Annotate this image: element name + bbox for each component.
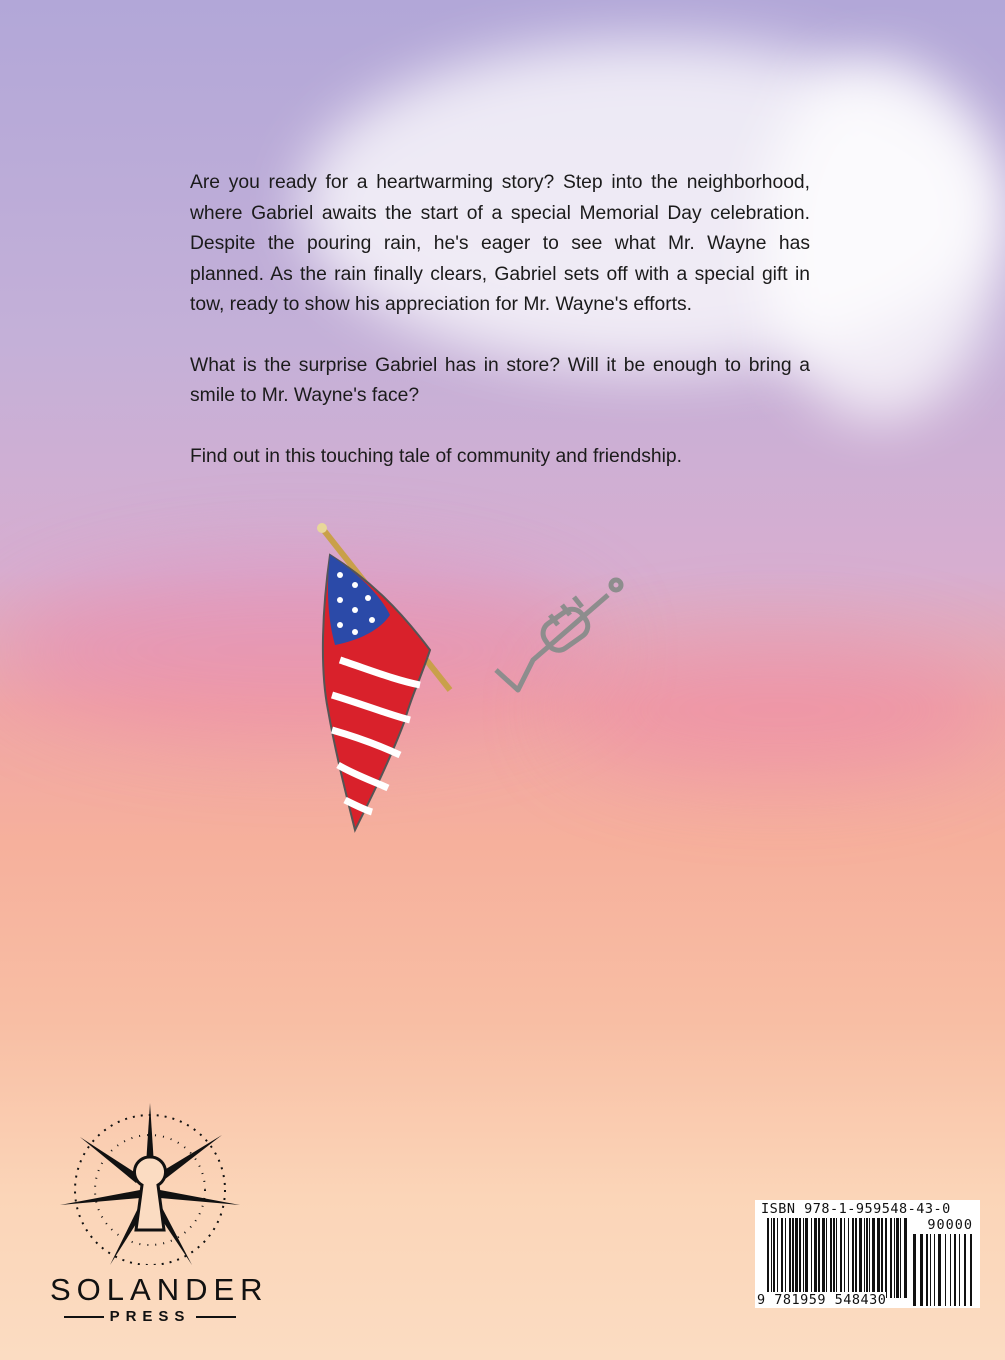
- back-cover-blurb: [190, 168, 810, 502]
- barcode-bar: [866, 1218, 868, 1298]
- barcode-bar: [805, 1218, 808, 1298]
- barcode-bar: [920, 1234, 923, 1306]
- trumpet-illustration: [488, 575, 628, 695]
- barcode-bar: [767, 1218, 769, 1298]
- barcode-bar: [799, 1218, 801, 1298]
- barcode-bar: [771, 1218, 772, 1298]
- barcode-bar: [872, 1218, 875, 1298]
- barcode-bar: [945, 1234, 946, 1306]
- barcode-bar: [896, 1218, 899, 1298]
- barcode-bar: [836, 1218, 837, 1298]
- barcode-bar: [848, 1218, 849, 1298]
- barcode-bar: [885, 1218, 887, 1298]
- blurb-paragraph-3: Find out in this touching tale of community and friendship.: [190, 445, 682, 467]
- barcode-bar: [814, 1218, 817, 1298]
- barcode-bar: [852, 1218, 854, 1298]
- barcode-bar: [881, 1218, 883, 1298]
- barcode-bar: [859, 1218, 862, 1298]
- barcode-bar: [959, 1234, 960, 1306]
- barcode-bar: [803, 1218, 804, 1298]
- barcode-bar: [822, 1218, 825, 1298]
- barcode-bar: [781, 1218, 783, 1298]
- price-code: 90000: [927, 1217, 973, 1233]
- barcode-bar: [826, 1218, 827, 1298]
- barcode-bar: [964, 1234, 966, 1306]
- isbn-barcode: [755, 1200, 980, 1308]
- barcode-bar: [855, 1218, 857, 1298]
- keyhole-compass-icon: [50, 1095, 250, 1265]
- blurb-paragraph-2: What is the surprise Gabriel has in store? Will it be enough to bring a smile to Mr. Wayne's face?: [190, 354, 810, 406]
- barcode-bar: [792, 1218, 794, 1298]
- barcode-bar: [830, 1218, 832, 1298]
- barcode-bar: [894, 1218, 895, 1298]
- publisher-logo: [50, 1095, 269, 1325]
- barcode-bar: [930, 1234, 931, 1306]
- barcode-bar: [970, 1234, 972, 1306]
- barcode-bar: [789, 1218, 791, 1298]
- barcode-bar: [950, 1234, 951, 1306]
- barcode-bar: [811, 1218, 812, 1298]
- barcode-bar: [777, 1218, 778, 1298]
- barcode-bar: [795, 1218, 798, 1298]
- barcode-bar: [926, 1234, 928, 1306]
- barcode-bar: [904, 1218, 907, 1298]
- barcode-bar: [934, 1234, 935, 1306]
- barcode-bar: [818, 1218, 820, 1298]
- barcode-bar: [877, 1218, 880, 1298]
- barcode-bar: [773, 1218, 775, 1298]
- blurb-paragraph-1: Are you ready for a heartwarming story? Step into the neighborhood, where Gabriel awaits the start of a special Memorial Day celebration. Despite the pouring rain, he's eager to see what Mr. Wayne has planned. As the rain finally clears, Gabriel sets off with a special gift in tow, ready to show his appreciation for Mr. Wayne's efforts.: [190, 172, 810, 315]
- barcode-bar: [869, 1218, 870, 1298]
- barcode-number: 9 781959 548430: [757, 1292, 887, 1308]
- publisher-name: SOLANDER: [50, 1272, 269, 1307]
- barcode-bar: [890, 1218, 892, 1298]
- barcode-bar: [840, 1218, 842, 1298]
- barcode-bar: [900, 1218, 901, 1298]
- barcode-bar: [954, 1234, 956, 1306]
- barcode-bar: [833, 1218, 835, 1298]
- barcode-bar: [913, 1234, 916, 1306]
- american-flag-illustration: [310, 520, 470, 840]
- isbn-text: ISBN 978-1-959548-43-0: [761, 1201, 951, 1217]
- barcode-bar: [785, 1218, 786, 1298]
- publisher-sub: PRESS: [109, 1308, 191, 1325]
- barcode-bar: [844, 1218, 845, 1298]
- barcode-bar: [938, 1234, 941, 1306]
- barcode-bar: [864, 1218, 865, 1298]
